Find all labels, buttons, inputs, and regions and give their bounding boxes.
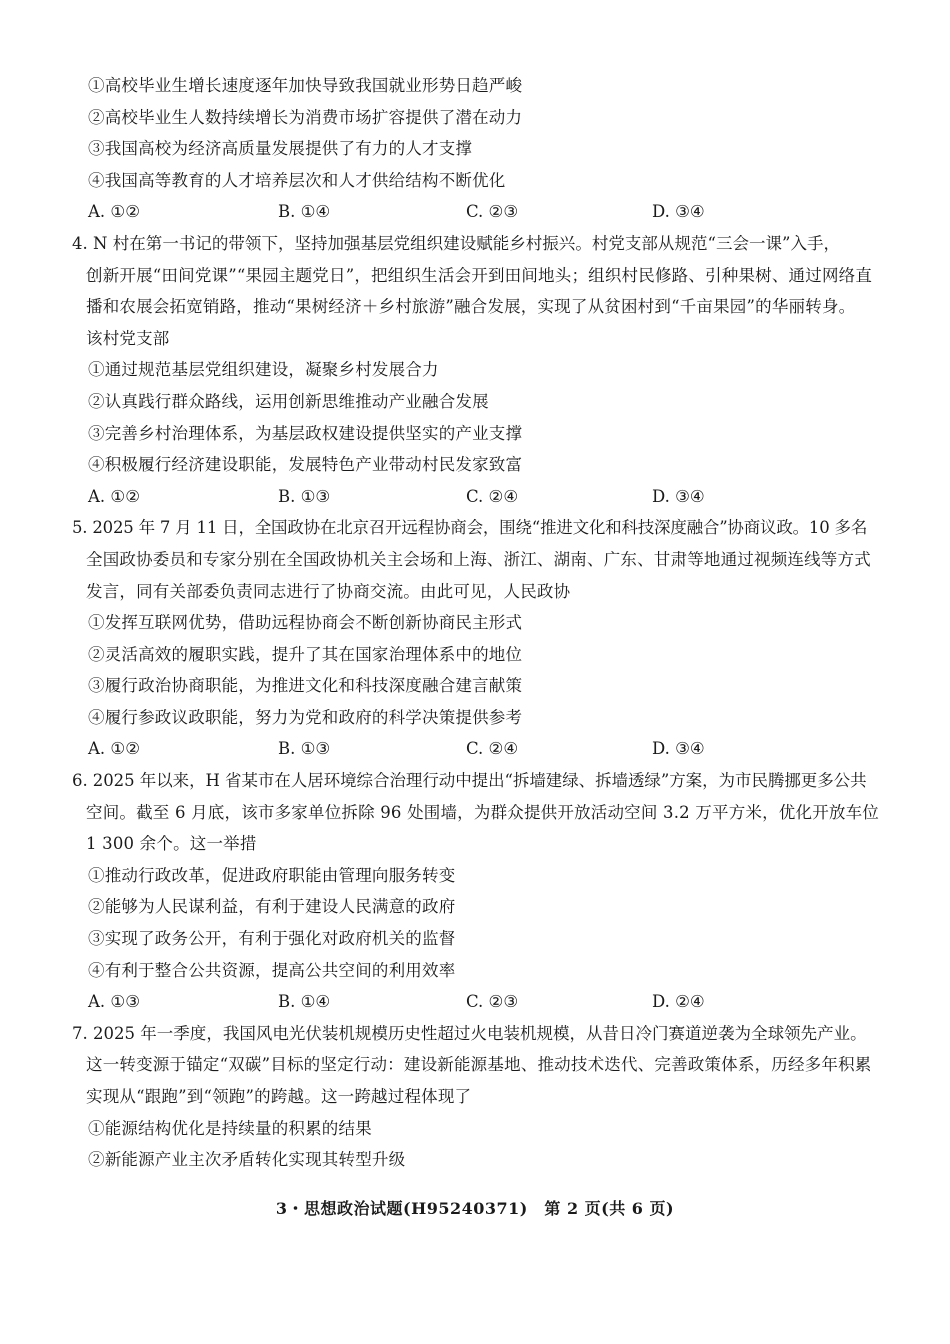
option-4: ④有利于整合公共资源，提高公共空间的利用效率 [88, 960, 456, 980]
option-4: ④积极履行经济建设职能，发展特色产业带动村民发家致富 [88, 455, 523, 475]
choice-b: B. ①③ [278, 739, 331, 759]
choice-d: D. ③④ [652, 202, 705, 222]
option-1: ①通过规范基层党组织建设，凝聚乡村发展合力 [88, 360, 439, 380]
option-2: ②高校毕业生人数持续增长为消费市场扩容提供了潜在动力 [88, 107, 523, 127]
question-stem-line: 1 300 余个。这一举措 [86, 834, 257, 854]
page-content [72, 70, 880, 1176]
option-3: ③完善乡村治理体系，为基层政权建设提供坚实的产业支撑 [88, 423, 523, 443]
answer-choices [86, 986, 876, 1018]
choice-b: B. ①③ [278, 486, 331, 506]
option-1: ①高校毕业生增长速度逐年加快导致我国就业形势日趋严峻 [88, 76, 523, 95]
question-5 [72, 512, 876, 765]
question-4 [72, 228, 876, 512]
choice-a: A. ①③ [88, 992, 140, 1012]
option-3: ③履行政治协商职能，为推进文化和科技深度融合建言献策 [88, 676, 523, 696]
question-stem-line: 这一转变源于锚定“双碳”目标的坚定行动：建设新能源基地、推动技术迭代、完善政策体系，历经多年积累 [86, 1055, 872, 1075]
option-1: ①能源结构优化是持续量的积累的结果 [88, 1118, 372, 1138]
choice-d: D. ③④ [652, 739, 705, 759]
option-2: ②认真践行群众路线，运用创新思维推动产业融合发展 [88, 391, 489, 411]
question-stem-line: 4. N 村在第一书记的带领下，坚持加强基层党组织建设赋能乡村振兴。村党支部从规范“三会一课”入手， [72, 233, 841, 253]
option-2: ②新能源产业主次矛盾转化实现其转型升级 [88, 1150, 406, 1170]
option-1: ①发挥互联网优势，借助远程协商会不断创新协商民主形式 [88, 613, 523, 633]
choice-c: C. ②④ [466, 486, 519, 506]
option-3: ③实现了政务公开，有利于强化对政府机关的监督 [88, 929, 456, 949]
question-stem-line: 创新开展“田间党课”“果园主题党日”，把组织生活会开到田间地头；组织村民修路、引种果树、通过网络直 [86, 265, 873, 285]
choice-c: C. ②③ [466, 992, 519, 1012]
choice-c: C. ②④ [466, 739, 519, 759]
question-stem-line: 播和农展会拓宽销路，推动“果树经济＋乡村旅游”融合发展，实现了从贫困村到“千亩果园”的华丽转身。 [86, 297, 856, 317]
question-stem-line: 发言，同有关部委负责同志进行了协商交流。由此可见，人民政协 [86, 581, 571, 601]
option-3: ③我国高校为经济高质量发展提供了有力的人才支撑 [88, 139, 473, 159]
choice-a: A. ①② [88, 202, 140, 222]
option-4: ④履行参政议政职能，努力为党和政府的科学决策提供参考 [88, 707, 523, 727]
question-stem-line: 全国政协委员和专家分别在全国政协机关主会场和上海、浙江、湖南、广东、甘肃等地通过视频连线等方式 [86, 549, 871, 569]
option-4: ④我国高等教育的人才培养层次和人才供给结构不断优化 [88, 170, 506, 190]
question-stem-line: 7. 2025 年一季度，我国风电光伏装机规模历史性超过火电装机规模，从昔日冷门赛道逆袭为全球领先产业。 [72, 1023, 867, 1043]
choice-d: D. ②④ [652, 992, 705, 1012]
choice-b: B. ①④ [278, 202, 331, 222]
option-2: ②灵活高效的履职实践，提升了其在国家治理体系中的地位 [88, 644, 523, 664]
choice-a: A. ①② [88, 486, 140, 506]
question-stem-line: 6. 2025 年以来，H 省某市在人居环境综合治理行动中提出“拆墙建绿、拆墙透绿”方案，为市民腾挪更多公共 [72, 771, 867, 791]
answer-choices [86, 481, 876, 513]
question-stem-line: 5. 2025 年 7 月 11 日，全国政协在北京召开远程协商会，围绕“推进文化和科技深度融合”协商议政。10 多名 [72, 518, 868, 538]
choice-b: B. ①④ [278, 992, 331, 1012]
choice-a: A. ①② [88, 739, 140, 759]
question-stem-line: 该村党支部 [86, 328, 170, 348]
answer-choices [86, 196, 876, 228]
question-7 [72, 1018, 876, 1176]
option-1: ①推动行政改革，促进政府职能由管理向服务转变 [88, 865, 456, 885]
answer-choices [86, 733, 876, 765]
question-stem-line: 实现从“跟跑”到“领跑”的跨越。这一跨越过程体现了 [86, 1087, 472, 1106]
option-2: ②能够为人民谋利益，有利于建设人民满意的政府 [88, 897, 456, 917]
page-footer: 3・思想政治试题(H95240371) 第 2 页(共 6 页) [275, 1199, 675, 1218]
choice-d: D. ③④ [652, 486, 705, 506]
choice-c: C. ②③ [466, 202, 519, 222]
question-6 [72, 765, 880, 1018]
question-stem-line: 空间。截至 6 月底，该市多家单位拆除 96 处围墙，为群众提供开放活动空间 3.2 万平方米，优化开放车位 [86, 802, 880, 822]
question-3-options [86, 70, 876, 228]
